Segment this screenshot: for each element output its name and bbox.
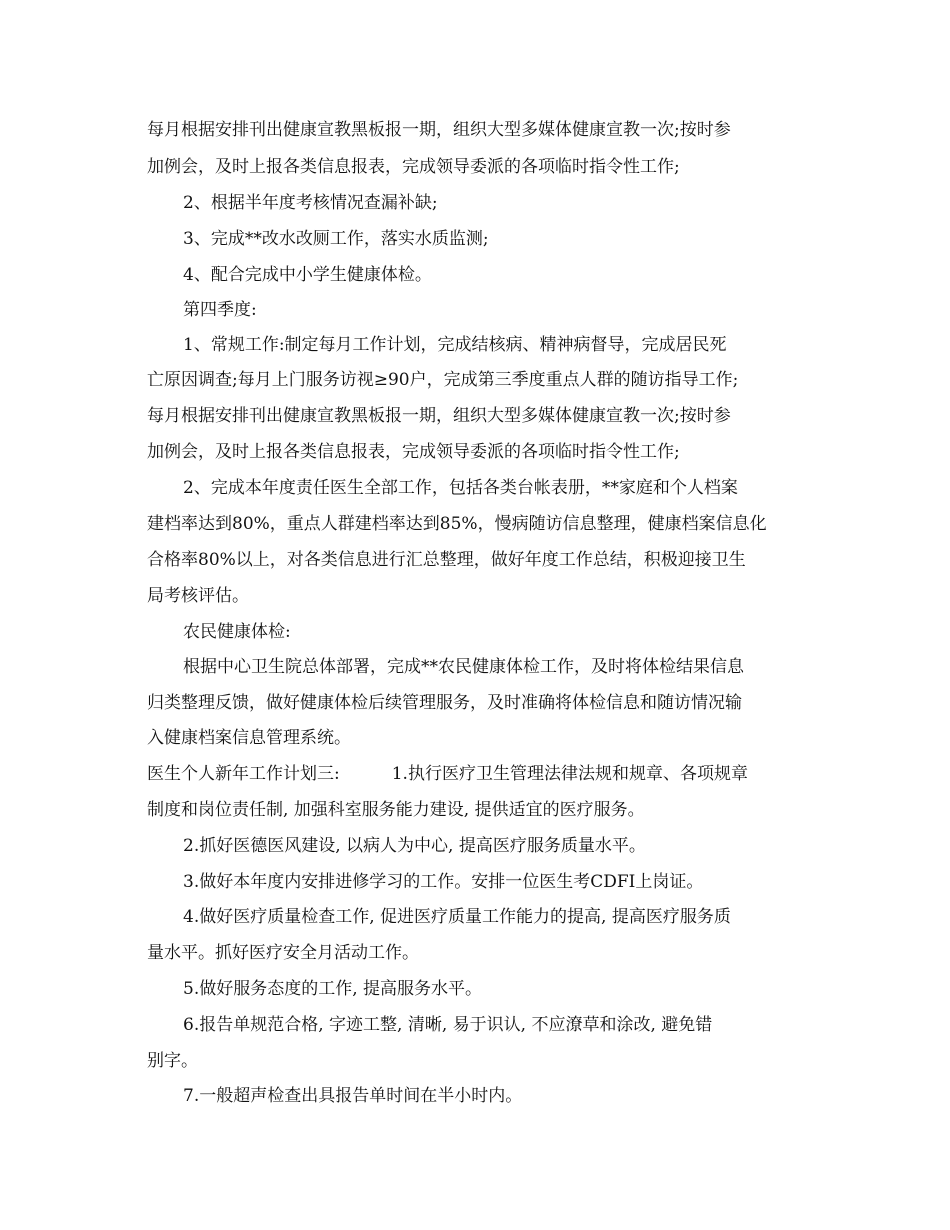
text-line: 别字。	[147, 1051, 198, 1071]
text-line: 7.一般超声检查出具报告单时间在半小时内。	[183, 1086, 523, 1106]
text-line: 2.抓好医德医风建设, 以病人为中心, 提高医疗服务质量水平。	[183, 836, 646, 856]
text-line: 量水平。抓好医疗安全月活动工作。	[147, 943, 419, 963]
text-line: 4、配合完成中小学生健康体检。	[183, 265, 432, 285]
text-line: 合格率80%以上，对各类信息进行汇总整理，做好年度工作总结，积极迎接卫生	[147, 550, 746, 570]
text-line: 5.做好服务态度的工作, 提高服务水平。	[183, 979, 483, 999]
text-line: 3、完成**改水改厕工作，落实水质监测;	[183, 229, 489, 249]
text-line: 1、常规工作:制定每月工作计划，完成结核病、精神病督导，完成居民死	[183, 335, 727, 355]
section-heading: 医生个人新年工作计划三:	[147, 764, 340, 784]
text-line	[147, 764, 748, 784]
text-line: 制度和岗位责任制, 加强科室服务能力建设, 提供适宜的医疗服务。	[147, 800, 645, 820]
text-line: 根据中心卫生院总体部署，完成**农民健康体检工作，及时将体检结果信息	[183, 657, 744, 677]
text-line: 每月根据安排刊出健康宣教黑板报一期，组织大型多媒体健康宣教一次;按时参	[147, 406, 731, 426]
text-line: 加例会，及时上报各类信息报表，完成领导委派的各项临时指令性工作;	[147, 442, 680, 462]
text-line: 每月根据安排刊出健康宣教黑板报一期，组织大型多媒体健康宣教一次;按时参	[147, 120, 731, 140]
section-heading: 第四季度:	[183, 300, 257, 320]
text-line: 入健康档案信息管理系统。	[147, 728, 351, 748]
text-line: 亡原因调查;每月上门服务访视≥90户，完成第三季度重点人群的随访指导工作;	[147, 370, 739, 390]
text-line: 局考核评估。	[147, 586, 249, 606]
text-line: 6.报告单规范合格, 字迹工整, 清晰, 易于识认, 不应潦草和涂改, 避免错	[183, 1015, 713, 1035]
text-line: 3.做好本年度内安排进修学习的工作。安排一位医生考CDFI上岗证。	[183, 872, 704, 892]
text-line: 2、根据半年度考核情况查漏补缺;	[183, 193, 438, 213]
text-line: 4.做好医疗质量检查工作, 促进医疗质量工作能力的提高, 提高医疗服务质	[183, 907, 731, 927]
text-line: 2、完成本年度责任医生全部工作，包括各类台帐表册，**家庭和个人档案	[183, 478, 738, 498]
section-heading: 农民健康体检:	[183, 622, 291, 642]
text-line: 加例会，及时上报各类信息报表，完成领导委派的各项临时指令性工作;	[147, 157, 680, 177]
list-item-text: 1.执行医疗卫生管理法律法规和规章、各项规章	[391, 764, 748, 784]
text-line: 归类整理反馈，做好健康体检后续管理服务，及时准确将体检信息和随访情况输	[147, 693, 742, 713]
text-line: 建档率达到80%，重点人群建档率达到85%，慢病随访信息整理，健康档案信息化	[147, 514, 767, 534]
